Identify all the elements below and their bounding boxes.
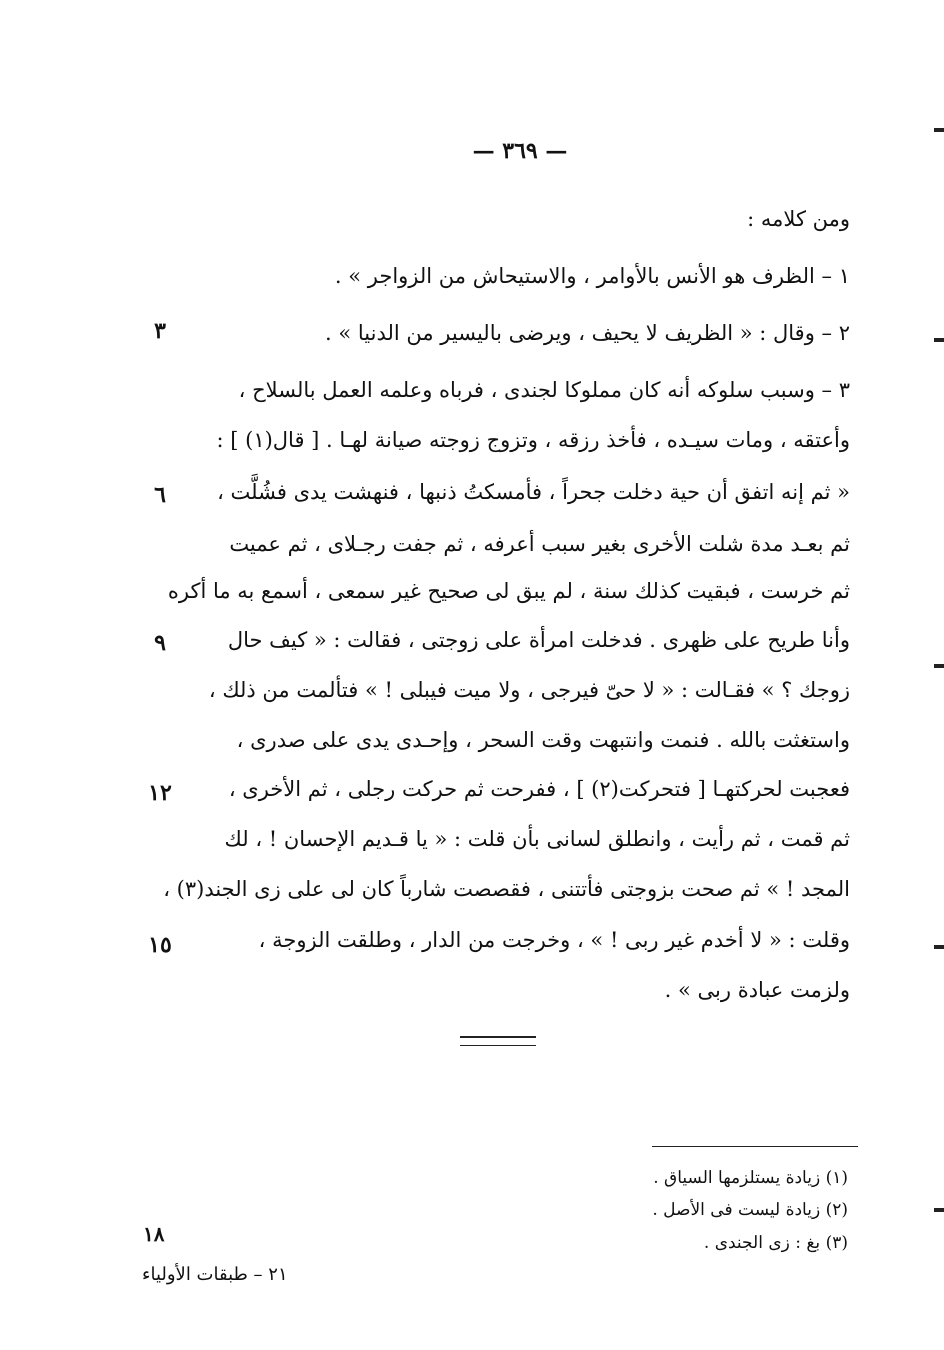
edge-mark (934, 664, 944, 668)
text-line-4: وأعتقه ، ومات سيـده ، فأخذ رزقه ، وتزوج زوجته صيانة لهـا . [ قال(١) ] : (216, 428, 850, 452)
footnote-3: (٣) بغ : زى الجندى . (703, 1233, 848, 1253)
line-number-12: ١٢ (148, 780, 172, 806)
text-line-9: زوجك ؟ » فقـالت : « لا حىّ فيرجى ، ولا ميت فيبلى ! » فتألمت من ذلك ، (208, 678, 850, 702)
line-number-3: ٣ (154, 318, 166, 344)
text-line-3: ٣ – وسبب سلوكه أنه كان مملوكا لجندى ، فرباه وعلمه العمل بالسلاح ، (238, 378, 850, 402)
text-line-11: فعجبت لحركتهـا [ فتحركت(٢) ] ، ففرحت ثم حركت رجلى ، ثم الأخرى ، (228, 777, 850, 801)
edge-mark (934, 338, 944, 342)
body-text (163, 0, 850, 1350)
footnote-2: (٢) زيادة ليست فى الأصل . (652, 1200, 848, 1220)
section-divider-lower (460, 1045, 536, 1046)
signature-line: ٢١ – طبقات الأولياء (142, 1264, 288, 1285)
edge-mark (934, 945, 944, 949)
footnote-rule (652, 1146, 858, 1147)
signature-number: ١٨ (143, 1222, 165, 1246)
section-divider (460, 1036, 536, 1038)
text-line-2: ٢ – وقال : « الظريف لا يحيف ، ويرضى باليسير من الدنيا » . (325, 321, 850, 345)
text-line-13: المجد ! » ثم صحت بزوجتى فأتتنى ، فقصصت شارباً كان لى على زى الجند(٣) ، (163, 877, 850, 901)
edge-mark (934, 128, 944, 132)
text-line-7: ثم خرست ، فبقيت كذلك سنة ، لم يبق لى صحيح غير سمعى ، أسمع به ما أكره (167, 579, 850, 603)
line-number-9: ٩ (154, 630, 166, 656)
text-line-15: ولزمت عبادة ربى » . (664, 978, 850, 1002)
line-number-6: ٦ (154, 482, 166, 508)
text-line-6: ثم بعـد مدة شلت الأخرى بغير سبب أعرفه ، ثم جفت رجـلاى ، ثم عميت (229, 532, 850, 556)
text-line-5: « ثم إنه اتفق أن حية دخلت جحراً ، فأمسكتُ ذنبها ، فنهشت يدى فشُلَّت ، (217, 480, 850, 504)
text-line-14: وقلت : « لا أخدم غير ربى ! » ، وخرجت من الدار ، وطلقت الزوجة ، (258, 928, 850, 952)
heading: ومن كلامه : (747, 207, 850, 231)
edge-mark (934, 1208, 944, 1212)
page-number: — ٣٦٩ — (472, 138, 568, 164)
text-line-10: واستغثت بالله . فنمت وانتبهت وقت السحر ، وإحـدى يدى على صدرى ، (236, 728, 850, 752)
footnote-1: (١) زيادة يستلزمها السياق . (653, 1168, 848, 1188)
line-number-15: ١٥ (148, 932, 172, 958)
text-line-8: وأنا طريح على ظهرى . فدخلت امرأة على زوجتى ، فقالت : « كيف حال (227, 628, 850, 652)
text-line-12: ثم قمت ، ثم رأيت ، وانطلق لسانى بأن قلت : « يا قـديم الإحسان ! ، لك (224, 827, 850, 851)
text-line-1: ١ – الظرف هو الأنس بالأوامر ، والاستيحاش من الزواجر » . (334, 264, 850, 288)
